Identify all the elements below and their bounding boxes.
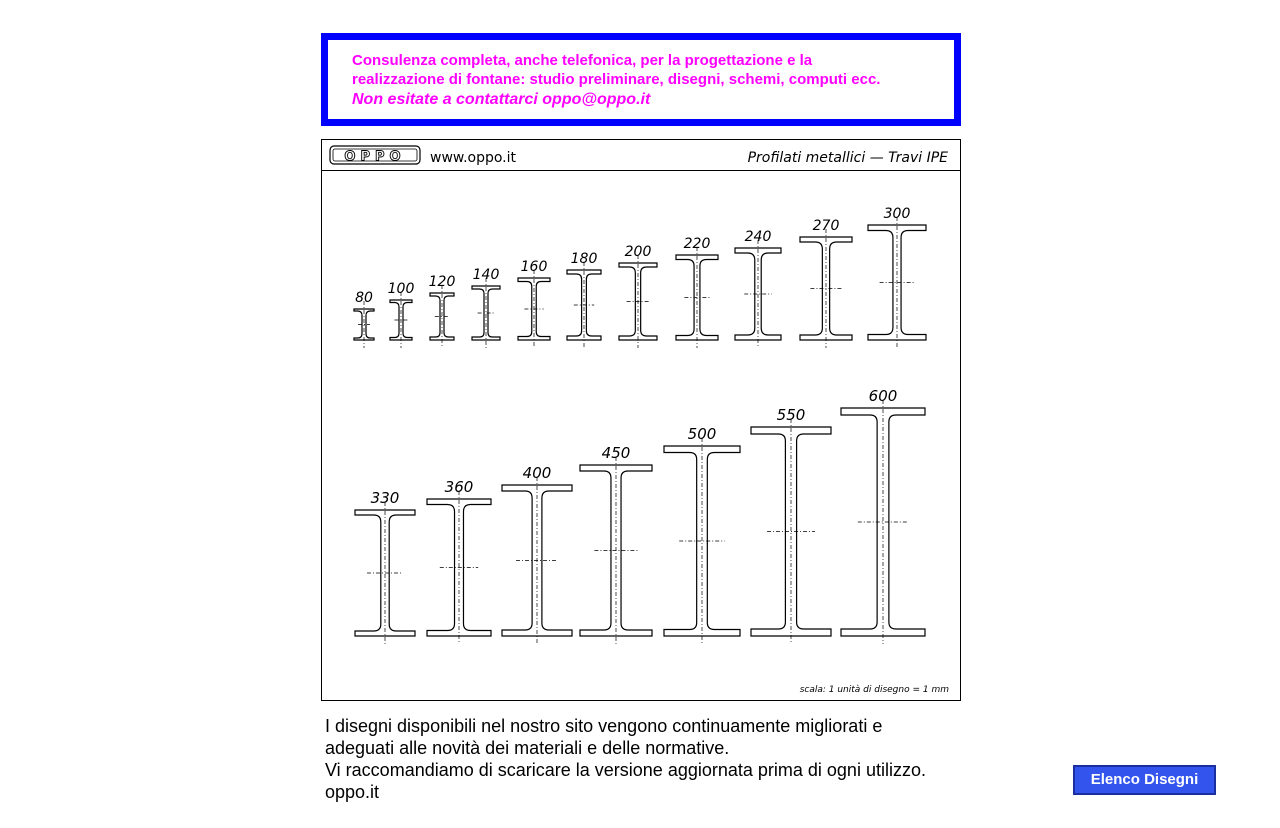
disclaimer <box>325 715 926 803</box>
drawing-frame <box>322 140 961 701</box>
profile-label: 400 <box>522 464 552 482</box>
profile-label: 140 <box>472 267 500 283</box>
profile-label: 450 <box>601 444 631 462</box>
site-url: www.oppo.it <box>430 150 517 166</box>
banner-contact-line[interactable]: Non esitate a contattarci oppo@oppo.it <box>352 91 651 108</box>
banner-line-1: Consulenza completa, anche telefonica, per la progettazione e la <box>352 52 813 69</box>
profile-label: 500 <box>687 425 717 443</box>
scale-note: scala: 1 unità di disegno = 1 mm <box>799 685 949 695</box>
profile-label: 200 <box>624 244 652 260</box>
profile-label: 550 <box>776 406 806 424</box>
profile-label: 80 <box>355 290 373 306</box>
profile-label: 220 <box>683 236 711 252</box>
profile-label: 120 <box>428 274 456 290</box>
profile-label: 270 <box>812 218 840 234</box>
footer-site-link[interactable]: oppo.it <box>325 782 380 802</box>
profile-label: 180 <box>570 251 598 267</box>
profile-label: 100 <box>387 281 415 297</box>
consulting-banner <box>321 33 961 126</box>
profile-label: 330 <box>370 489 400 507</box>
profile-label: 300 <box>883 206 911 222</box>
svg-text:OPPO: OPPO <box>344 149 406 165</box>
profile-label: 360 <box>444 478 474 496</box>
banner-line-2: realizzazione di fontane: studio preliminare, disegni, schemi, computi ecc. <box>352 71 881 88</box>
profile-label: 240 <box>744 229 772 245</box>
profile-label: 160 <box>520 259 548 275</box>
profile-label: 600 <box>868 387 898 405</box>
ipe-beams-drawing <box>321 139 961 701</box>
drawing-title: Profilati metallici — Travi IPE <box>747 150 948 166</box>
disclaimer-line-1: I disegni disponibili nel nostro sito vengono continuamente migliorati e <box>325 716 883 736</box>
disclaimer-line-3: Vi raccomandiamo di scaricare la versione aggiornata prima di ogni utilizzo. <box>325 760 926 780</box>
disclaimer-line-2: adeguati alle novità dei materiali e delle normative. <box>325 738 730 758</box>
elenco-disegni-button[interactable]: Elenco Disegni <box>1073 765 1216 795</box>
